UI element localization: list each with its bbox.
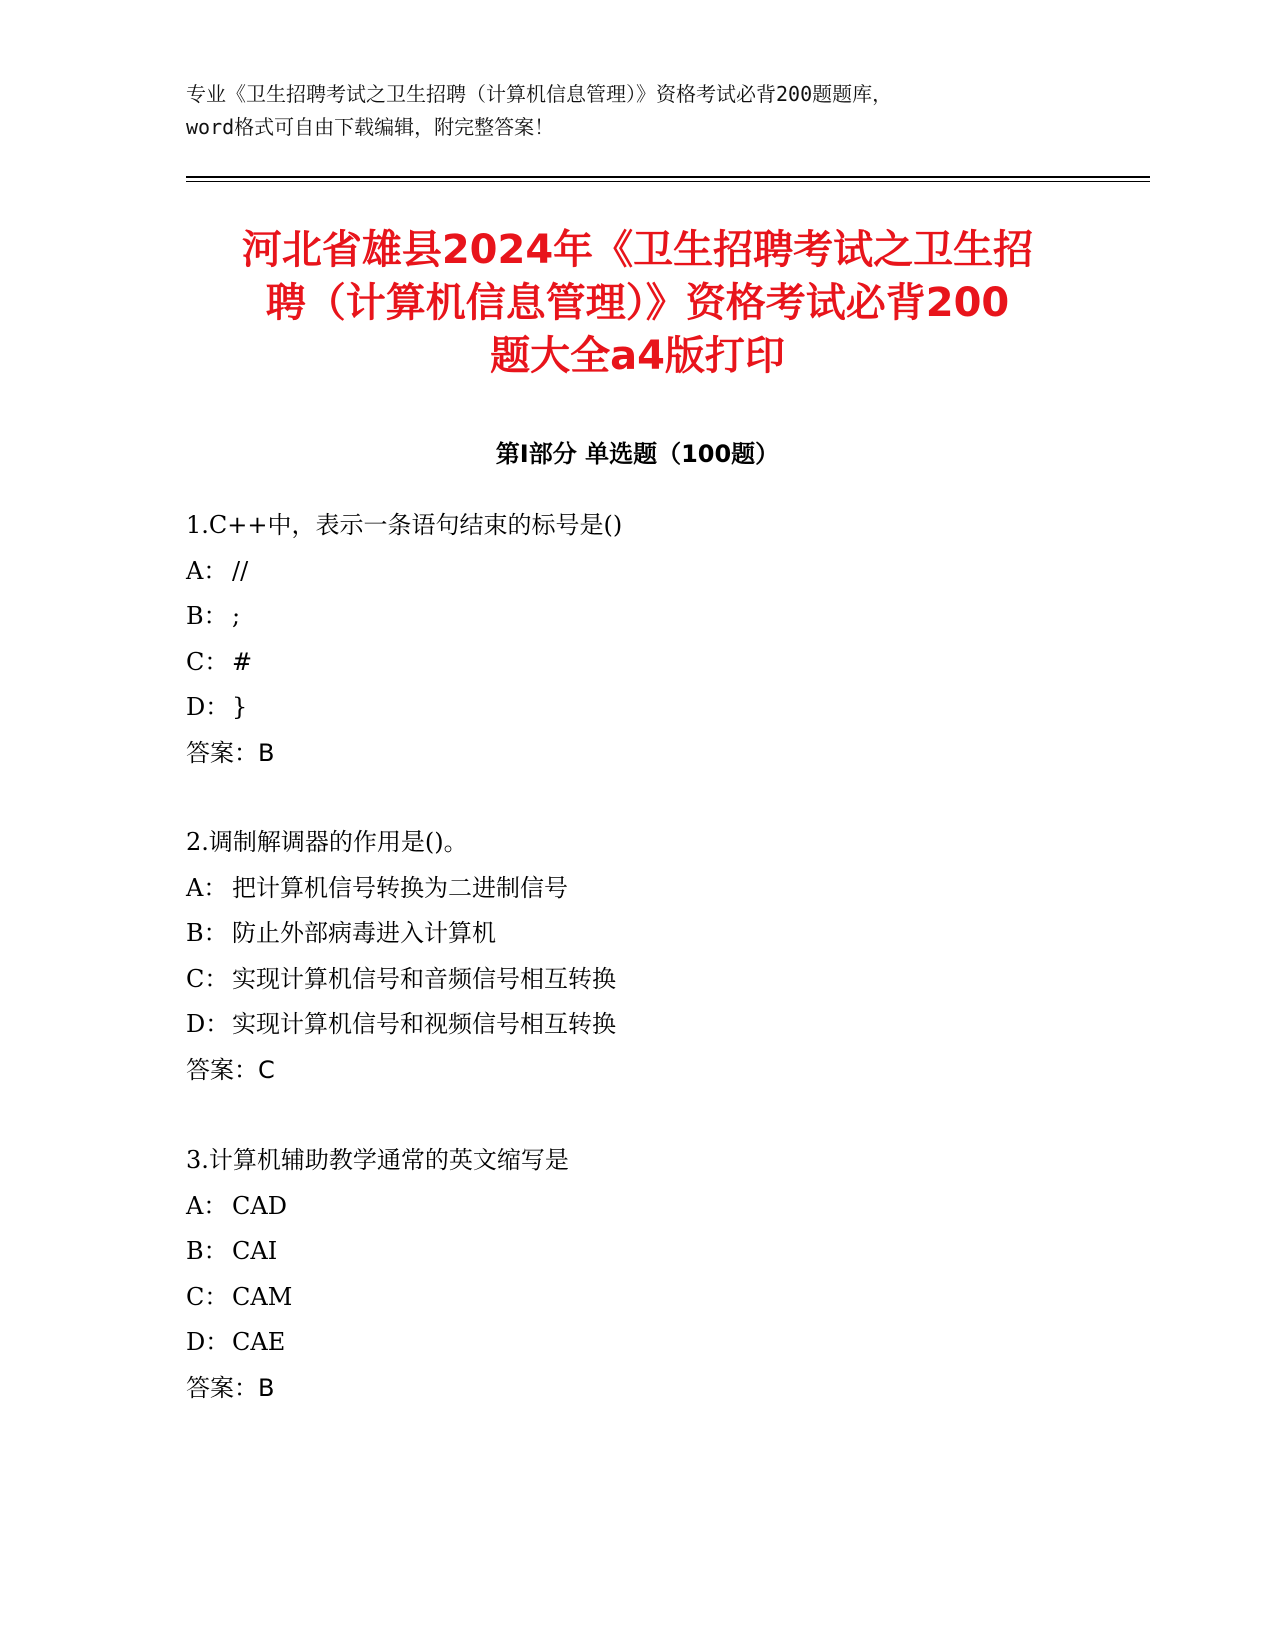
option-letter: A：: [186, 873, 228, 902]
option-d: [186, 1320, 1086, 1366]
option-text: CAI: [232, 1237, 278, 1265]
section-heading: 第Ⅰ部分 单选题（100题）: [495, 440, 780, 468]
option-letter: A：: [186, 1191, 228, 1220]
option-text: #: [232, 647, 253, 676]
option-text: 实现计算机信号和视频信号相互转换: [232, 1010, 616, 1038]
document-title-line-2: 聘（计算机信息管理）》资格考试必背200: [265, 280, 1010, 326]
header-note-line-2: word格式可自由下载编辑，附完整答案！: [186, 115, 555, 139]
document-title: [130, 224, 1145, 383]
option-c: [186, 957, 1086, 1003]
option-text: 防止外部病毒进入计算机: [232, 919, 496, 947]
option-letter: D：: [186, 1328, 230, 1356]
answer-key: 答案：B: [186, 738, 275, 767]
option-letter: A：: [186, 556, 228, 585]
option-text: //: [232, 556, 249, 585]
option-text: CAE: [232, 1328, 286, 1356]
option-d: [186, 1002, 1086, 1048]
option-letter: C：: [186, 647, 229, 676]
option-letter: C：: [186, 1282, 229, 1311]
option-text: ;: [232, 602, 241, 630]
option-b: [186, 594, 1086, 640]
question-stem: 1.C++中，表示一条语句结束的标号是(): [186, 511, 623, 539]
option-letter: D：: [186, 1010, 230, 1038]
option-letter: D：: [186, 693, 230, 721]
option-letter: B：: [186, 602, 228, 630]
header-divider-thick: [186, 176, 1150, 178]
option-b: [186, 1229, 1086, 1275]
option-a: [186, 1184, 1086, 1230]
header-note-line-1: 专业《卫生招聘考试之卫生招聘（计算机信息管理）》资格考试必背200题题库，: [186, 82, 893, 106]
option-d: [186, 685, 1086, 731]
option-text: CAD: [232, 1191, 287, 1220]
option-a: [186, 866, 1086, 912]
option-c: [186, 1275, 1086, 1321]
question-3: [186, 1138, 1086, 1411]
option-text: 实现计算机信号和音频信号相互转换: [232, 964, 616, 993]
question-stem: 3.计算机辅助教学通常的英文缩写是: [186, 1146, 569, 1174]
header-note: [186, 78, 1086, 144]
option-letter: B：: [186, 1237, 228, 1265]
answer-key: 答案：C: [186, 1055, 275, 1084]
question-1: [186, 503, 1086, 776]
header-divider-thin: [186, 181, 1150, 182]
option-letter: C：: [186, 964, 229, 993]
answer-key: 答案：B: [186, 1373, 275, 1402]
option-text: CAM: [232, 1282, 293, 1311]
question-stem: 2.调制解调器的作用是()。: [186, 828, 468, 856]
option-b: [186, 911, 1086, 957]
option-a: [186, 549, 1086, 595]
document-title-line-3: 题大全a4版打印: [490, 333, 785, 379]
option-text: }: [232, 693, 248, 721]
option-letter: B：: [186, 919, 228, 947]
option-text: 把计算机信号转换为二进制信号: [232, 873, 568, 902]
option-c: [186, 640, 1086, 686]
document-title-line-1: 河北省雄县2024年《卫生招聘考试之卫生招: [241, 227, 1034, 273]
question-2: [186, 820, 1086, 1093]
